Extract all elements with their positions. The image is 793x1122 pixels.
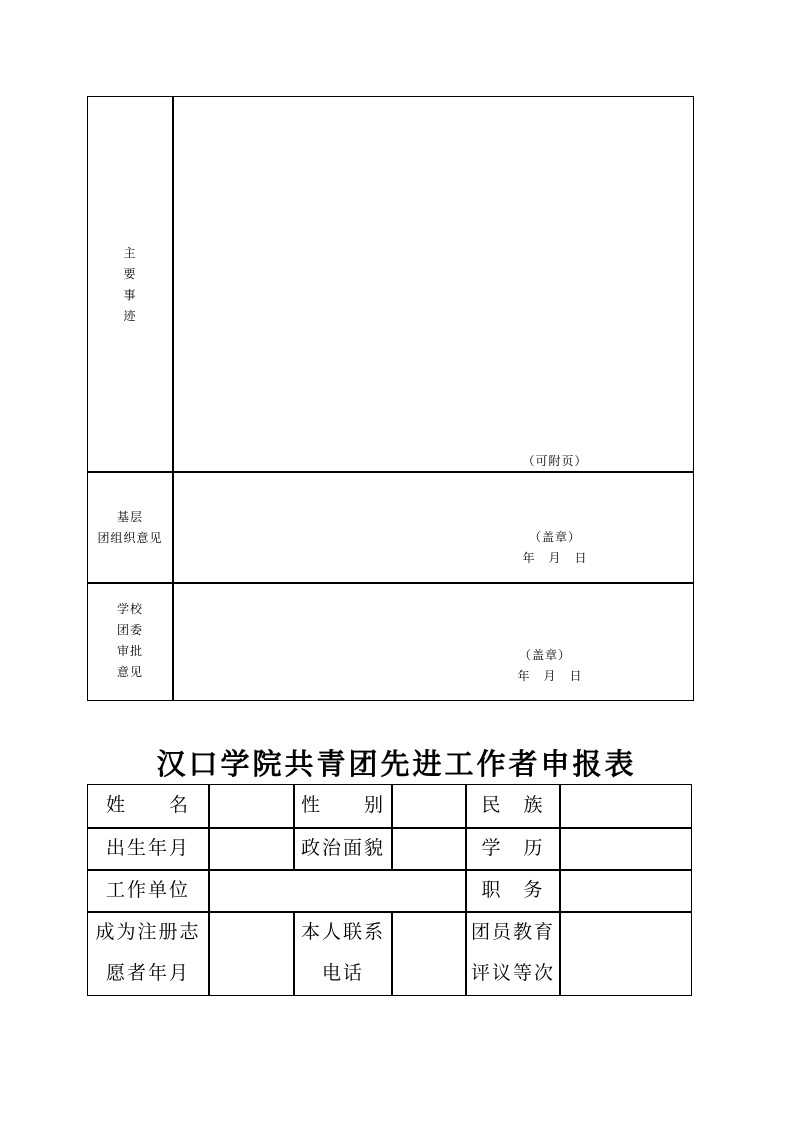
form-title: 汉口学院共青团先进工作者申报表 xyxy=(156,747,637,781)
school-seal: （盖章） xyxy=(518,648,571,662)
grassroots-opinion-field[interactable] xyxy=(174,473,692,581)
school-date: 年 月 日 xyxy=(517,669,583,683)
review-grade-label: 团员教育 评议等次 xyxy=(470,921,555,984)
position-label: 职 务 xyxy=(481,879,545,901)
gender-label: 性 别 xyxy=(300,794,385,816)
grassroots-opinion-label: 基层 团组织意见 xyxy=(97,510,163,545)
grassroots-date: 年 月 日 xyxy=(522,551,588,565)
education-field[interactable] xyxy=(561,828,691,869)
review-grade-field[interactable] xyxy=(561,912,691,995)
ethnicity-label: 民 族 xyxy=(481,794,545,816)
work-unit-label: 工作单位 xyxy=(105,879,190,901)
contact-phone-label: 本人联系 电话 xyxy=(300,921,385,984)
school-approval-field[interactable] xyxy=(174,584,692,699)
politics-label: 政治面貌 xyxy=(300,837,385,859)
position-field[interactable] xyxy=(561,870,691,911)
grassroots-seal: （盖章） xyxy=(528,530,581,544)
ethnicity-field[interactable] xyxy=(561,785,691,826)
volunteer-date-field[interactable] xyxy=(210,912,293,995)
birth-label: 出生年月 xyxy=(105,837,190,859)
contact-phone-field[interactable] xyxy=(393,912,465,995)
main-deeds-field[interactable] xyxy=(174,98,692,470)
gender-field[interactable] xyxy=(393,785,465,826)
main-deeds-label: 主 要 事 迹 xyxy=(123,246,137,323)
work-unit-field[interactable] xyxy=(210,870,465,911)
name-field[interactable] xyxy=(210,785,293,826)
politics-field[interactable] xyxy=(393,828,465,869)
attach-note: （可附页） xyxy=(522,454,588,468)
birth-field[interactable] xyxy=(210,828,293,869)
school-approval-label: 学校 团委 审批 意见 xyxy=(116,602,143,679)
volunteer-date-label: 成为注册志 愿者年月 xyxy=(95,921,201,984)
name-label: 姓 名 xyxy=(105,794,190,816)
education-label: 学 历 xyxy=(481,837,545,859)
